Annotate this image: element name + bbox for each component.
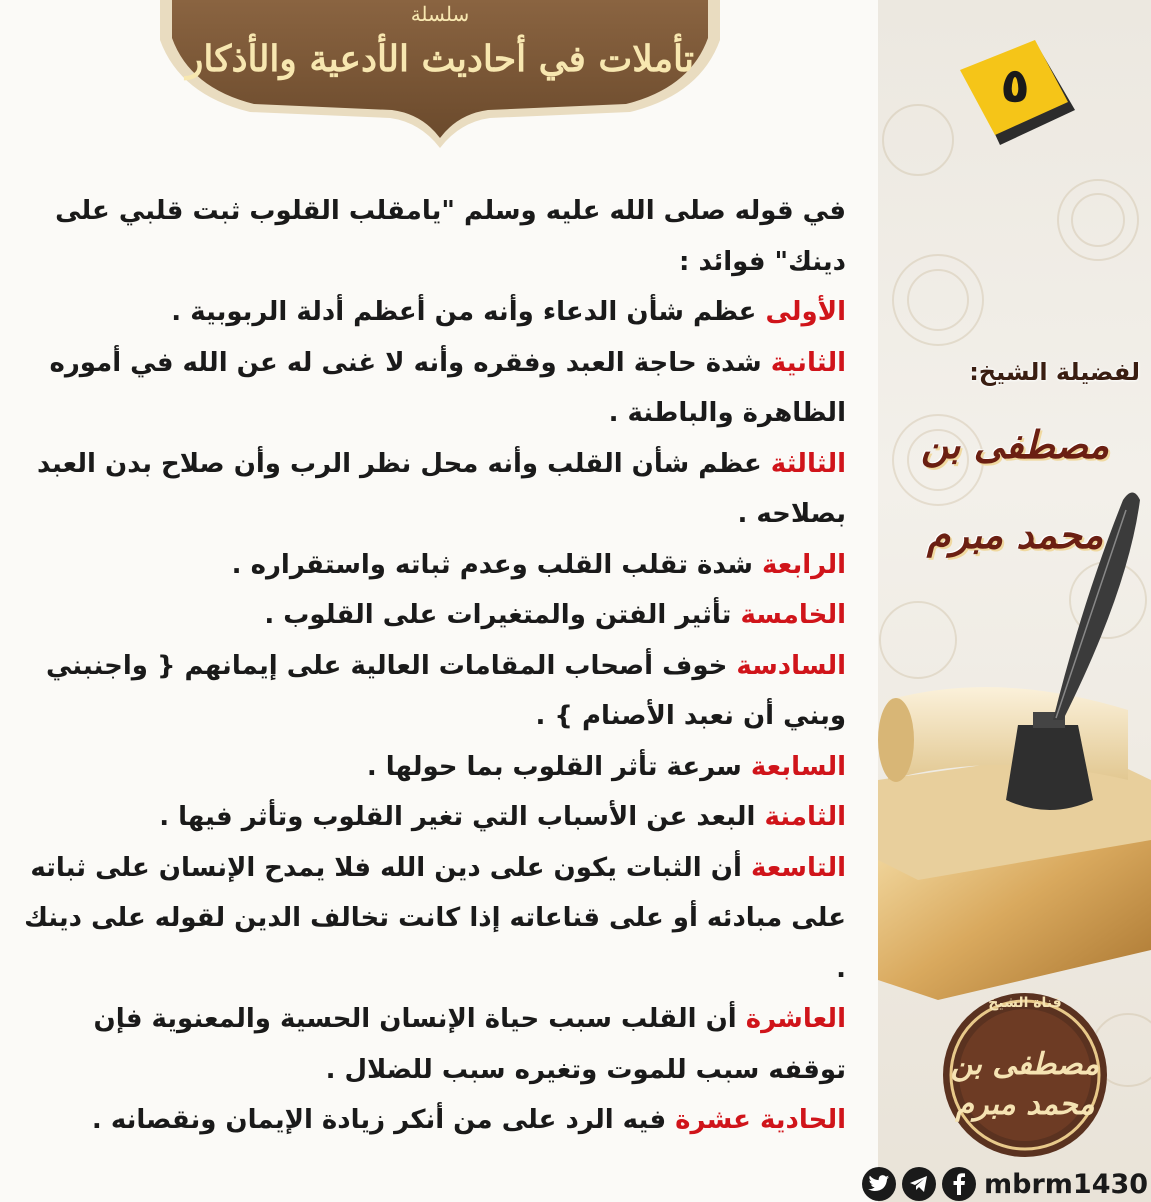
benefit-ordinal: السابعة bbox=[750, 751, 846, 782]
benefit-paragraph bbox=[20, 186, 846, 287]
benefit-paragraph bbox=[20, 792, 846, 843]
benefit-text: البعد عن الأسباب التي تغير القلوب وتأثر فيها . bbox=[159, 802, 765, 832]
series-banner bbox=[160, 0, 720, 150]
benefit-paragraph bbox=[20, 439, 846, 540]
series-title: تأملات في أحاديث الأدعية والأذكار bbox=[185, 38, 695, 80]
benefit-ordinal: الخامسة bbox=[740, 600, 846, 630]
seal-label: قناة الشيخ bbox=[988, 995, 1062, 1011]
benefit-paragraph bbox=[20, 338, 846, 439]
benefit-text: شدة تقلب القلب وعدم ثباته واستقراره . bbox=[231, 549, 763, 580]
telegram-icon[interactable] bbox=[902, 1167, 936, 1201]
series-label: سلسلة bbox=[410, 2, 470, 26]
benefit-paragraph bbox=[20, 843, 846, 995]
benefit-text: عظم شأن القلب وأنه محل نظر الرب وأن صلاح بدن العبد بصلاحه . bbox=[36, 448, 846, 529]
benefit-ordinal: الثالثة bbox=[770, 448, 846, 479]
badge-number: ٥ bbox=[1000, 58, 1030, 114]
article-body bbox=[20, 186, 846, 1146]
benefit-text: شدة حاجة العبد وفقره وأنه لا غنى له عن الله في أموره الظاهرة والباطنة . bbox=[49, 347, 846, 428]
benefit-ordinal: الثامنة bbox=[764, 802, 846, 832]
social-handle[interactable]: mbrm1430 bbox=[984, 1168, 1149, 1200]
benefit-paragraph bbox=[20, 994, 846, 1095]
benefit-ordinal: الحادية عشرة bbox=[675, 1105, 846, 1135]
benefit-text: في قوله صلى الله عليه وسلم "يامقلب القلوب ثبت قلبي على دينك" فوائد : bbox=[55, 196, 846, 277]
sheikh-label: لفضيلة الشيخ: bbox=[969, 358, 1140, 386]
social-bar bbox=[862, 1166, 1151, 1202]
benefit-paragraph bbox=[20, 590, 846, 641]
benefit-ordinal: الثانية bbox=[770, 347, 846, 378]
benefit-paragraph bbox=[20, 287, 846, 338]
benefit-paragraph bbox=[20, 540, 846, 591]
benefit-text: خوف أصحاب المقامات العالية على إيمانهم { واجنبني وبني أن نعبد الأصنام } . bbox=[45, 650, 846, 731]
seal-name-calligraphy: مصطفى بن محمد مبرم bbox=[950, 1047, 1100, 1122]
benefit-text: أن القلب سبب حياة الإنسان الحسية والمعنوية فإن توقفه سبب للموت وتغيره سبب للضلال . bbox=[93, 1004, 846, 1085]
benefit-paragraph bbox=[20, 742, 846, 793]
benefit-text: أن الثبات يكون على دين الله فلا يمدح الإنسان على ثباته على مبادئه أو على قناعاته إذا كانت تخالف الدين لقوله على دينك . bbox=[24, 852, 846, 984]
benefit-ordinal: الأولى bbox=[765, 297, 846, 327]
facebook-icon[interactable] bbox=[942, 1167, 976, 1201]
benefit-ordinal: الرابعة bbox=[762, 549, 846, 580]
sheikh-name-calligraphy: مصطفى بن محمد مبرم bbox=[920, 422, 1110, 557]
benefit-ordinal: العاشرة bbox=[745, 1004, 846, 1034]
benefit-text: عظم شأن الدعاء وأنه من أعظم أدلة الربوبية . bbox=[171, 297, 766, 327]
benefit-paragraph bbox=[20, 1095, 846, 1146]
benefit-ordinal: التاسعة bbox=[750, 852, 846, 883]
benefit-text: فيه الرد على من أنكر زيادة الإيمان ونقصانه . bbox=[91, 1105, 676, 1135]
benefit-text: سرعة تأثر القلوب بما حولها . bbox=[366, 751, 751, 782]
twitter-icon[interactable] bbox=[862, 1167, 896, 1201]
benefit-ordinal: السادسة bbox=[736, 650, 846, 681]
benefit-paragraph bbox=[20, 641, 846, 742]
benefit-text: تأثير الفتن والمتغيرات على القلوب . bbox=[264, 600, 741, 630]
